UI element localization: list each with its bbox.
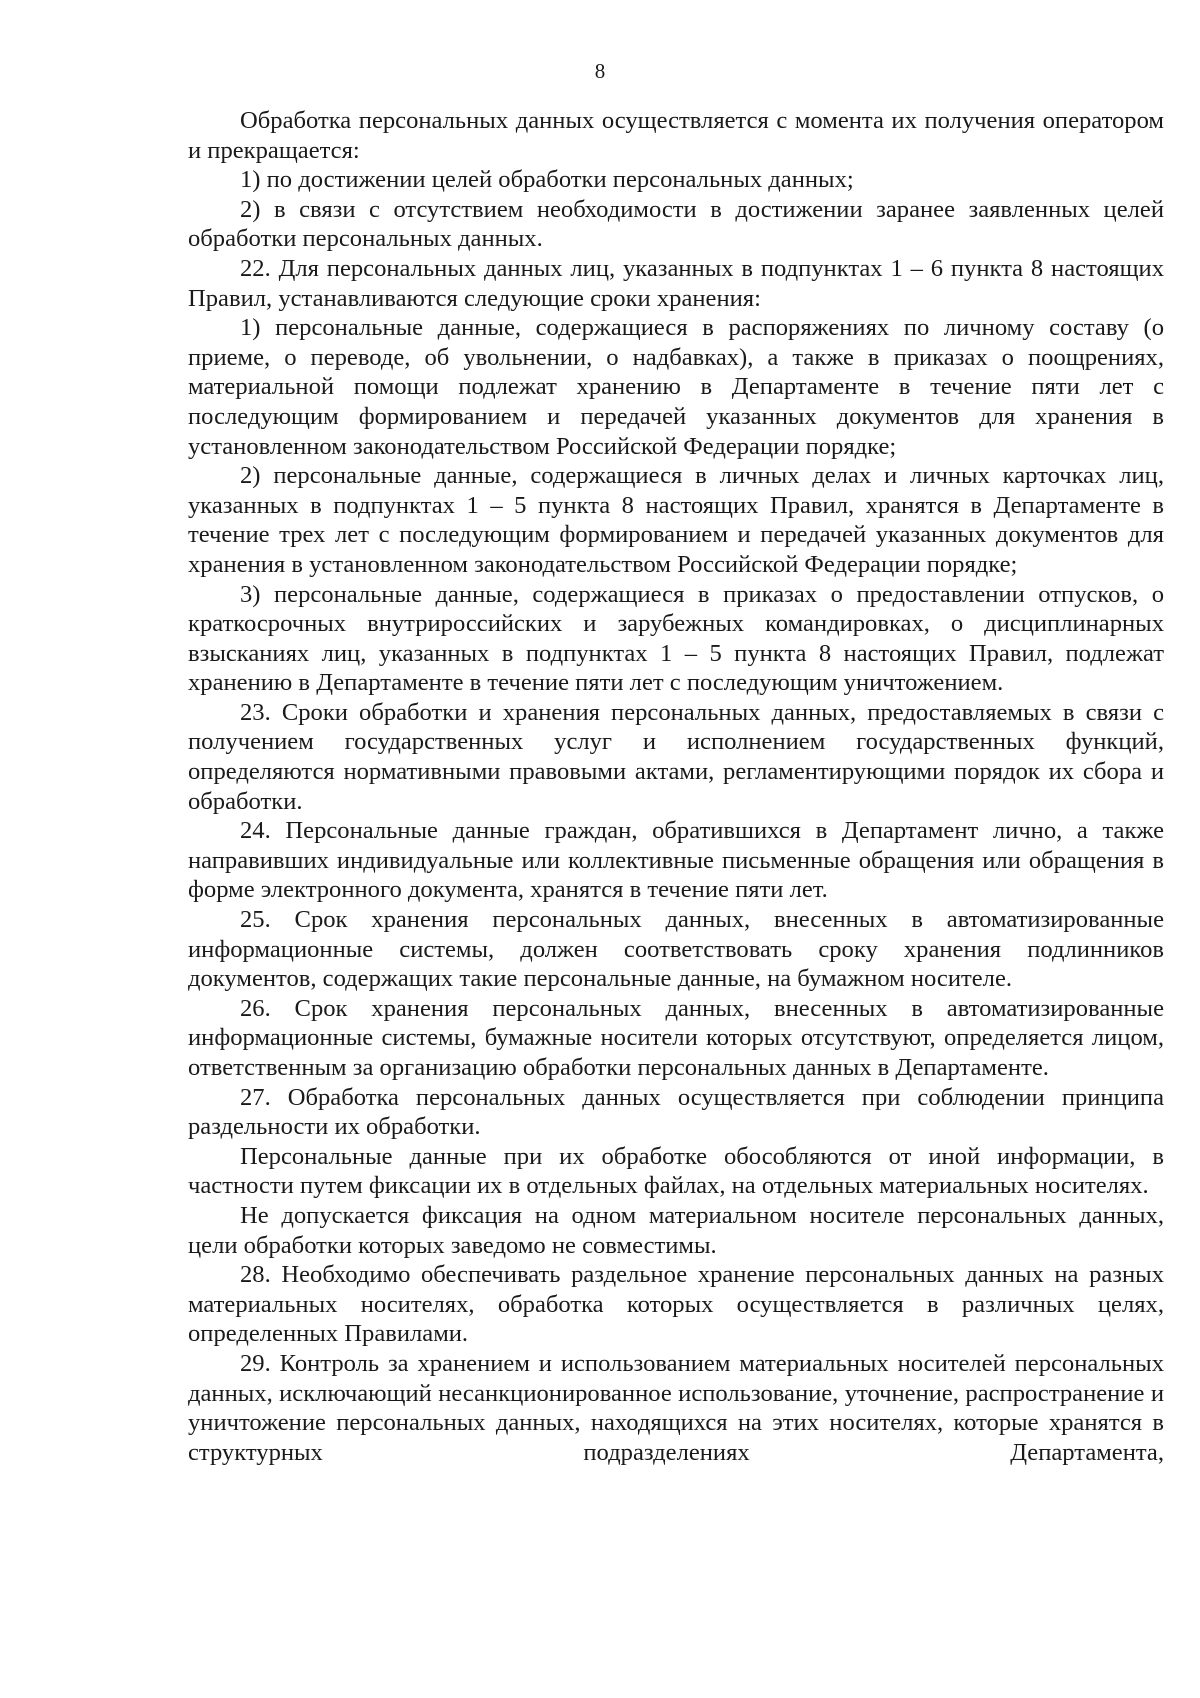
- paragraph: Персональные данные при их обработке обособляются от иной информации, в частности путем фиксации их в отдельных файлах, на отдельных материальных носителях.: [188, 1142, 1164, 1200]
- paragraph: 1) по достижении целей обработки персональных данных;: [240, 166, 854, 194]
- paragraph: 29. Контроль за хранением и использованием материальных носителей персональных данных, исключающий несанкционированное использование, уточнение, распространение и уничтожение персональных данных, находящихся на этих носителях, которые хранятся в структурных подразделениях Департамента,: [188, 1349, 1164, 1466]
- paragraph: 26. Срок хранения персональных данных, внесенных в автоматизированные информационные системы, бумажные носители которых отсутствуют, определяется лицом, ответственным за организацию обработки персональных данных в Департаменте.: [188, 994, 1164, 1081]
- paragraph: 23. Сроки обработки и хранения персональных данных, предоставляемых в связи с получением государственных услуг и исполнением государственных функций, определяются нормативными правовыми актами, регламентирующими порядок их сбора и обработки.: [188, 698, 1164, 815]
- document-body: [188, 106, 1164, 1467]
- paragraph: 22. Для персональных данных лиц, указанных в подпунктах 1 – 6 пункта 8 настоящих Правил, устанавливаются следующие сроки хранения:: [188, 254, 1164, 312]
- page-number: 8: [594, 59, 606, 83]
- paragraph: Обработка персональных данных осуществляется с момента их получения оператором и прекращается:: [188, 107, 1164, 164]
- paragraph: 2) персональные данные, содержащиеся в личных делах и личных карточках лиц, указанных в подпунктах 1 – 5 пункта 8 настоящих Правил, хранятся в Департаменте в течение трех лет с последующим формированием и передачей указанных документов для хранения в установленном законодательством Российской Федерации порядке;: [188, 462, 1164, 578]
- paragraph: 1) персональные данные, содержащиеся в распоряжениях по личному составу (о приеме, о переводе, об увольнении, о надбавках), а также в приказах о поощрениях, материальной помощи подлежат хранению в Департаменте в течение пяти лет с последующим формированием и передачей указанных документов для хранения в установленном законодательством Российской Федерации порядке;: [188, 314, 1164, 460]
- paragraph: 28. Необходимо обеспечивать раздельное хранение персональных данных на разных материальных носителях, обработка которых осуществляется в различных целях, определенных Правилами.: [188, 1261, 1164, 1348]
- paragraph: 3) персональные данные, содержащиеся в приказах о предоставлении отпусков, о краткосрочных внутрироссийских и зарубежных командировках, о дисциплинарных взысканиях лиц, указанных в подпунктах 1 – 5 пункта 8 настоящих Правил, подлежат хранению в Департаменте в течение пяти лет с последующим уничтожением.: [188, 580, 1164, 697]
- paragraph: 24. Персональные данные граждан, обратившихся в Департамент лично, а также направивших индивидуальные или коллективные письменные обращения или обращения в форме электронного документа, хранятся в течение пяти лет.: [188, 817, 1164, 904]
- paragraph: 27. Обработка персональных данных осуществляется при соблюдении принципа раздельности их обработки.: [188, 1083, 1164, 1141]
- paragraph: 25. Срок хранения персональных данных, внесенных в автоматизированные информационные системы, должен соответствовать сроку хранения подлинников документов, содержащих такие персональные данные, на бумажном носителе.: [188, 906, 1164, 993]
- paragraph: 2) в связи с отсутствием необходимости в достижении заранее заявленных целей обработки персональных данных.: [188, 195, 1164, 253]
- paragraph: Не допускается фиксация на одном материальном носителе персональных данных, цели обработки которых заведомо не совместимы.: [188, 1201, 1164, 1259]
